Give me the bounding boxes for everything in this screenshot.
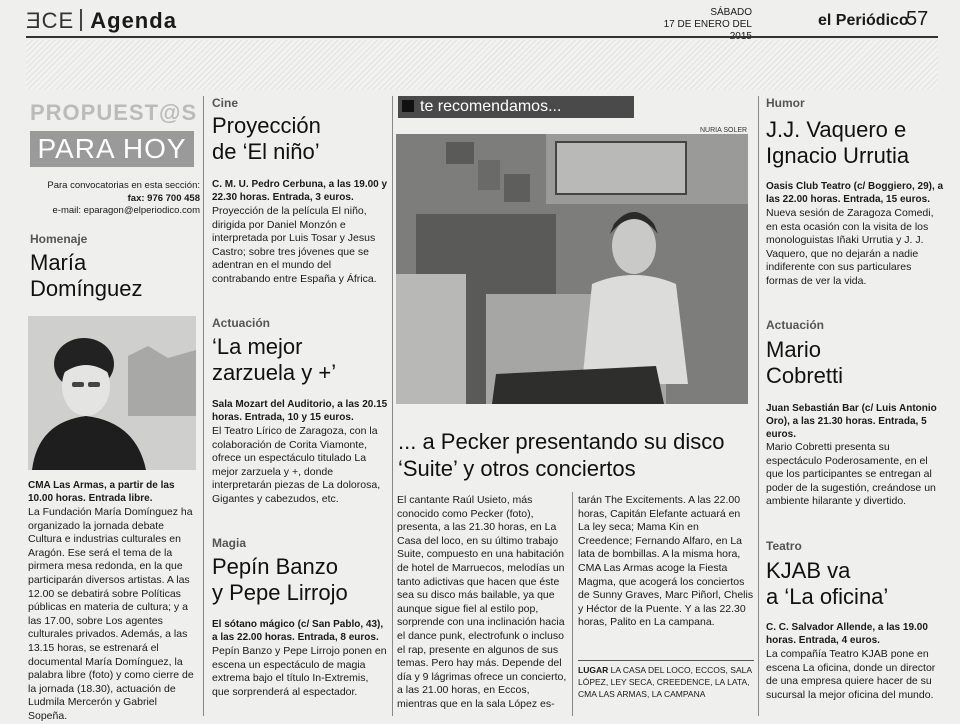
event-venue: Juan Sebastián Bar (c/ Luis Antonio Oro), a las 21.30 horas. Entrada, 5 euros. xyxy=(766,403,937,440)
issue-day: SÁBADO xyxy=(710,7,752,18)
event-venue: Oasis Club Teatro (c/ Boggiero, 29), a las 22.00 horas. Entrada, 15 euros. xyxy=(766,181,944,205)
page-number: 57 xyxy=(906,8,929,30)
event-title-line: Pepín Banzo xyxy=(212,554,338,579)
event-title-line: María xyxy=(30,250,87,275)
event-venue: C. M. U. Pedro Cerbuna, a las 19.00 y 22.30 horas. Entrada, 3 euros. xyxy=(212,179,388,203)
column-divider xyxy=(572,492,573,716)
event-body: Proyección de la película El niño, dirigida por Daniel Monzón e interpretada por Luis Tosar y Jesus Castro; sobre tres jóvenes que se adentran en el mundo del contrabando entre España y África. xyxy=(212,205,377,285)
photo-credit: NURIA SOLER xyxy=(700,127,748,134)
event-title-line: Mario xyxy=(766,337,822,362)
feature-body-right: tarán The Excitements. A las 22.00 horas, Capitán Elefante actuará en La ley seca; Mama Kin en Creedence; Fernando Alfaro, en La lata de bombillas. A la misma hora, CMA Las Armas acoge la Fiesta Magma, que acogerá los conciertos de Sunny Graves, Marc Piñorl, Chelis y Héctor de la Puente. Y a las 22.30 horas, Palito en La campana. xyxy=(578,494,754,629)
contact-info xyxy=(30,180,200,218)
portrait-illustration xyxy=(28,316,196,470)
category-label: Actuación xyxy=(212,316,271,330)
issue-full-date: 17 DE ENERO DEL xyxy=(663,19,752,30)
category-label: Actuación xyxy=(766,318,825,332)
contact-line: Para convocatorias en esta sección: xyxy=(47,180,200,191)
contact-email: e-mail: eparagon@elperiodico.com xyxy=(52,205,200,216)
location-label: LUGAR xyxy=(578,665,609,675)
category-label: Teatro xyxy=(766,539,802,553)
column-divider xyxy=(758,96,759,716)
event-venue: El sótano mágico (c/ San Pablo, 43), a las 22.00 horas. Entrada, 8 euros. xyxy=(212,619,384,643)
feature-body-left: El cantante Raúl Usieto, más conocido como Pecker (foto), presenta, a las 21.30 horas, en La Casa del loco, en su último trabajo Suite, compuesto en una habitación de hotel de Marruecos, melodías un tanto adictivas que hacen que éste sea su disco más bailable, ya que aunque sigue fiel al estilo pop, sorprende con una inclinación hacia el dance punk, electrofunk o incluso el rap, presente en algunos de sus temas. Pero hay más. Depende del día y 9 lágrimas ofrece un concierto, a las 21.00 horas, en Eccos, mientras que en la sala López es- xyxy=(397,494,567,710)
event-venue: Sala Mozart del Auditorio, a las 20.15 horas. Entrada, 10 y 15 euros. xyxy=(212,399,388,423)
category-label: Humor xyxy=(766,96,805,110)
header-divider xyxy=(80,9,82,31)
banner-para-hoy: PARA HOY xyxy=(30,131,194,167)
event-title xyxy=(766,337,956,389)
event-venue: CMA Las Armas, a partir de las 10.00 horas. Entrada libre. xyxy=(28,480,175,504)
event-title xyxy=(30,250,200,302)
feature-headline xyxy=(398,428,748,482)
column-divider xyxy=(392,96,393,716)
event-title-line: Cobretti xyxy=(766,363,844,388)
category-label: Magia xyxy=(212,536,247,550)
event-body: Mario Cobretti presenta su espectáculo Poderosamente, en el que los participantes se entregan al poder de la sugestión, creándose un ambiente hilarante y divertido. xyxy=(766,441,936,508)
paper-name: el Periódico xyxy=(818,12,909,29)
event-body: La compañía Teatro KJAB pone en escena La oficina, donde un director de una empresa quiere hacer de su sucursal la mejor oficina del mundo. xyxy=(766,648,936,701)
event-body: Pepín Banzo y Pepe Lirrojo ponen en escena un espectáculo de magia extrema bajo el título In-Extremis, que sorprenderá al espectador. xyxy=(212,645,387,698)
event-title xyxy=(212,334,390,386)
feature-photo xyxy=(396,134,748,404)
event-title-line: ‘La mejor xyxy=(212,334,303,359)
event-title-line: y Pepe Lirrojo xyxy=(212,580,348,605)
event-title-line: de ‘El niño’ xyxy=(212,139,320,164)
event-title xyxy=(766,558,956,610)
event-body: La Fundación María Domínguez ha organizado la jornada debate Cultura e industrias culturales en Aragón. Ese será el tema de la pirmera mesa redonda, en la que participarán diversos artistas. A las 12.00 se debatirá sobre Políticas públicas en materia de cultura; y a las 17.00, sobre Los agentes culturales privados. Además, a las 13.15 horas, se estrenará el documental María Domínguez, la palabra libre (foto) y como cierre de la jornada (18.30), actuación de Ludmila Mercerón y Gabriel Sopeña. xyxy=(28,506,194,722)
event-venue: C. C. Salvador Allende, a las 19.00 horas. Entrada, 4 euros. xyxy=(766,622,928,646)
newspaper-logo: ƎCE xyxy=(26,8,75,33)
feature-headline-line: ‘Suite’ y otros conciertos xyxy=(398,456,636,481)
event-title xyxy=(212,554,390,606)
contact-fax: fax: 976 700 458 xyxy=(127,192,200,204)
event-body: El Teatro Lírico de Zaragoza, con la colaboración de Corita Viamonte, ofrece un espectáculo titulado La mejor zarzuela y +, donde interpretarán piezas de La dolorosa, Gigantes y cabezudos, etc. xyxy=(212,425,381,505)
event-title xyxy=(766,117,956,169)
banner-propuestas: PROPUEST@S xyxy=(30,100,198,125)
event-title-line: zarzuela y +’ xyxy=(212,360,337,385)
feature-photo-illustration xyxy=(396,134,748,404)
event-title-line: J.J. Vaquero e xyxy=(766,117,907,142)
section-title: Agenda xyxy=(90,8,177,33)
category-label: Cine xyxy=(212,96,239,110)
category-label: Homenaje xyxy=(30,232,88,246)
event-title-line: KJAB va xyxy=(766,558,851,583)
location-box xyxy=(578,660,754,700)
header-rule xyxy=(26,36,938,38)
recommendation-label xyxy=(398,96,634,118)
event-title-line: Ignacio Urrutia xyxy=(766,143,910,168)
location-list: LA CASA DEL LOCO, ECCOS, SALA LÓPEZ, LEY SECA, CREEDENCE, LA LATA, CMA LAS ARMAS, LA CAMPANA xyxy=(578,665,752,699)
feature-headline-line: ... a Pecker presentando su disco xyxy=(398,429,725,454)
event-title-line: Domínguez xyxy=(30,276,143,301)
section-header xyxy=(26,8,177,34)
event-title-line: Proyección xyxy=(212,113,321,138)
header-hatch-band xyxy=(26,40,938,90)
event-body: Nueva sesión de Zaragoza Comedi, en esta ocasión con la visita de los monologuistas Iñaki Urrutia y J. J. Vaquero, que no dejarán a nadie indiferente con sus particulares formas de ver la vida. xyxy=(766,207,934,287)
square-bullet-icon xyxy=(402,100,414,112)
event-title xyxy=(212,113,390,165)
column-divider xyxy=(203,96,204,716)
recommendation-text: te recomendamos... xyxy=(420,98,562,115)
event-title-line: a ‘La oficina’ xyxy=(766,584,889,609)
portrait-photo xyxy=(28,316,196,470)
